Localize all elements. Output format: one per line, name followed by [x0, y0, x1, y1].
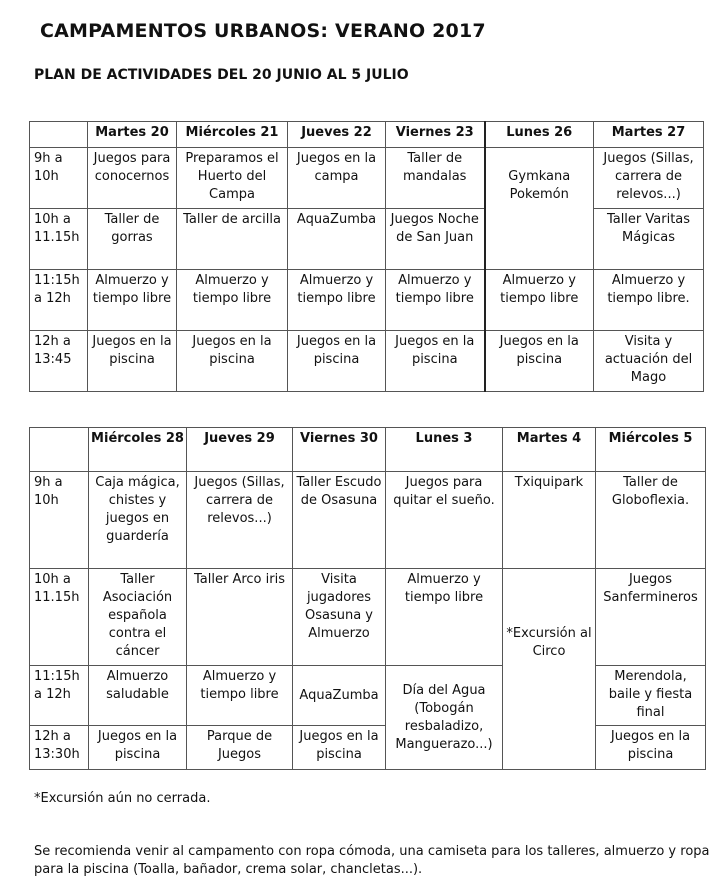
time-cell: 11:15h a 12h	[30, 666, 89, 726]
activity-cell: Merendola, baile y fiesta final	[596, 666, 706, 726]
activity-cell: Almuerzo y tiempo libre	[485, 270, 594, 331]
activity-cell: Parque de Juegos	[187, 726, 293, 770]
activity-cell: Almuerzo saludable	[89, 666, 187, 726]
day-header: Martes 4	[503, 428, 596, 472]
table-row	[30, 666, 706, 726]
day-header: Martes 20	[88, 122, 177, 148]
activity-cell: Juegos en la piscina	[386, 331, 485, 392]
activity-cell: Juegos en la campa	[288, 148, 386, 209]
day-header: Miércoles 28	[89, 428, 187, 472]
activity-cell: Almuerzo y tiempo libre.	[594, 270, 704, 331]
activity-cell: Visita jugadores Osasuna y Almuerzo	[293, 569, 386, 666]
corner-cell	[30, 428, 89, 472]
day-header: Miércoles 5	[596, 428, 706, 472]
activity-cell: Juegos en la piscina	[89, 726, 187, 770]
activity-cell: Juegos para quitar el sueño.	[386, 472, 503, 569]
schedule-table-week-2	[29, 427, 706, 770]
activity-cell: Txiquipark	[503, 472, 596, 569]
corner-cell	[30, 122, 88, 148]
activity-cell: Juegos en la piscina	[88, 331, 177, 392]
day-header: Jueves 22	[288, 122, 386, 148]
activity-cell: Caja mágica, chistes y juegos en guardería	[89, 472, 187, 569]
time-cell: 12h a 13:30h	[30, 726, 89, 770]
schedule-table-week-1	[29, 121, 704, 392]
activity-cell: Juegos en la piscina	[293, 726, 386, 770]
activity-cell: Juegos en la piscina	[177, 331, 288, 392]
table-row	[30, 569, 706, 666]
header-row	[30, 428, 706, 472]
day-header: Martes 27	[594, 122, 704, 148]
activity-cell: Almuerzo y tiempo libre	[386, 569, 503, 666]
table-row	[30, 270, 704, 331]
activity-text: *Excursión al Circo	[506, 626, 592, 659]
document-title: CAMPAMENTOS URBANOS: VERANO 2017	[40, 20, 486, 42]
table-row	[30, 472, 706, 569]
activity-cell: Taller de mandalas	[386, 148, 485, 209]
activity-text: Gymkana Pokemón	[508, 169, 571, 202]
table-row	[30, 148, 704, 209]
activity-cell: Juegos para conocernos	[88, 148, 177, 209]
table-row	[30, 331, 704, 392]
activity-cell: Almuerzo y tiempo libre	[177, 270, 288, 331]
activity-cell: Taller Arco iris	[187, 569, 293, 666]
activity-cell: Juegos en la piscina	[485, 331, 594, 392]
time-cell: 9h a 10h	[30, 472, 89, 569]
time-cell: 10h a 11.15h	[30, 209, 88, 270]
activity-cell: Juegos Sanfermineros	[596, 569, 706, 666]
activity-cell: Taller Asociación española contra el cáncer	[89, 569, 187, 666]
activity-cell	[485, 148, 594, 270]
activity-cell: Taller de arcilla	[177, 209, 288, 270]
footnote: *Excursión aún no cerrada.	[34, 791, 211, 806]
activity-cell: Visita y actuación del Mago	[594, 331, 704, 392]
day-header: Jueves 29	[187, 428, 293, 472]
time-cell: 12h a 13:45	[30, 331, 88, 392]
header-row	[30, 122, 704, 148]
time-cell: 9h a 10h	[30, 148, 88, 209]
day-header: Lunes 3	[386, 428, 503, 472]
day-header: Miércoles 21	[177, 122, 288, 148]
activity-cell: Taller de gorras	[88, 209, 177, 270]
activity-cell: Taller de Globoflexia.	[596, 472, 706, 569]
activity-cell: Taller Escudo de Osasuna	[293, 472, 386, 569]
document-subtitle: PLAN DE ACTIVIDADES DEL 20 JUNIO AL 5 JULIO	[34, 67, 409, 83]
activity-cell: Juegos (Sillas, carrera de relevos...)	[594, 148, 704, 209]
day-header: Viernes 23	[386, 122, 485, 148]
activity-cell: AquaZumba	[293, 666, 386, 726]
activity-cell	[503, 569, 596, 770]
activity-cell: Taller Varitas Mágicas	[594, 209, 704, 270]
recommendation-text: Se recomienda venir al campamento con ropa cómoda, una camiseta para los talleres, almuerzo y ropa para la piscina (Toalla, bañador, crema solar, chancletas...).	[34, 844, 710, 877]
time-cell: 11:15h a 12h	[30, 270, 88, 331]
table-row	[30, 209, 704, 270]
time-cell: 10h a 11.15h	[30, 569, 89, 666]
activity-cell: Día del Agua (Tobogán resbaladizo, Manguerazo...)	[386, 666, 503, 770]
activity-cell: Juegos Noche de San Juan	[386, 209, 485, 270]
activity-cell: Juegos (Sillas, carrera de relevos...)	[187, 472, 293, 569]
activity-cell: Juegos en la piscina	[596, 726, 706, 770]
activity-cell: Almuerzo y tiempo libre	[187, 666, 293, 726]
day-header: Lunes 26	[485, 122, 594, 148]
activity-cell: Almuerzo y tiempo libre	[288, 270, 386, 331]
activity-cell: Preparamos el Huerto del Campa	[177, 148, 288, 209]
activity-cell: Almuerzo y tiempo libre	[88, 270, 177, 331]
table-row	[30, 726, 706, 770]
activity-cell: Almuerzo y tiempo libre	[386, 270, 485, 331]
day-header: Viernes 30	[293, 428, 386, 472]
activity-cell: AquaZumba	[288, 209, 386, 270]
activity-cell: Juegos en la piscina	[288, 331, 386, 392]
